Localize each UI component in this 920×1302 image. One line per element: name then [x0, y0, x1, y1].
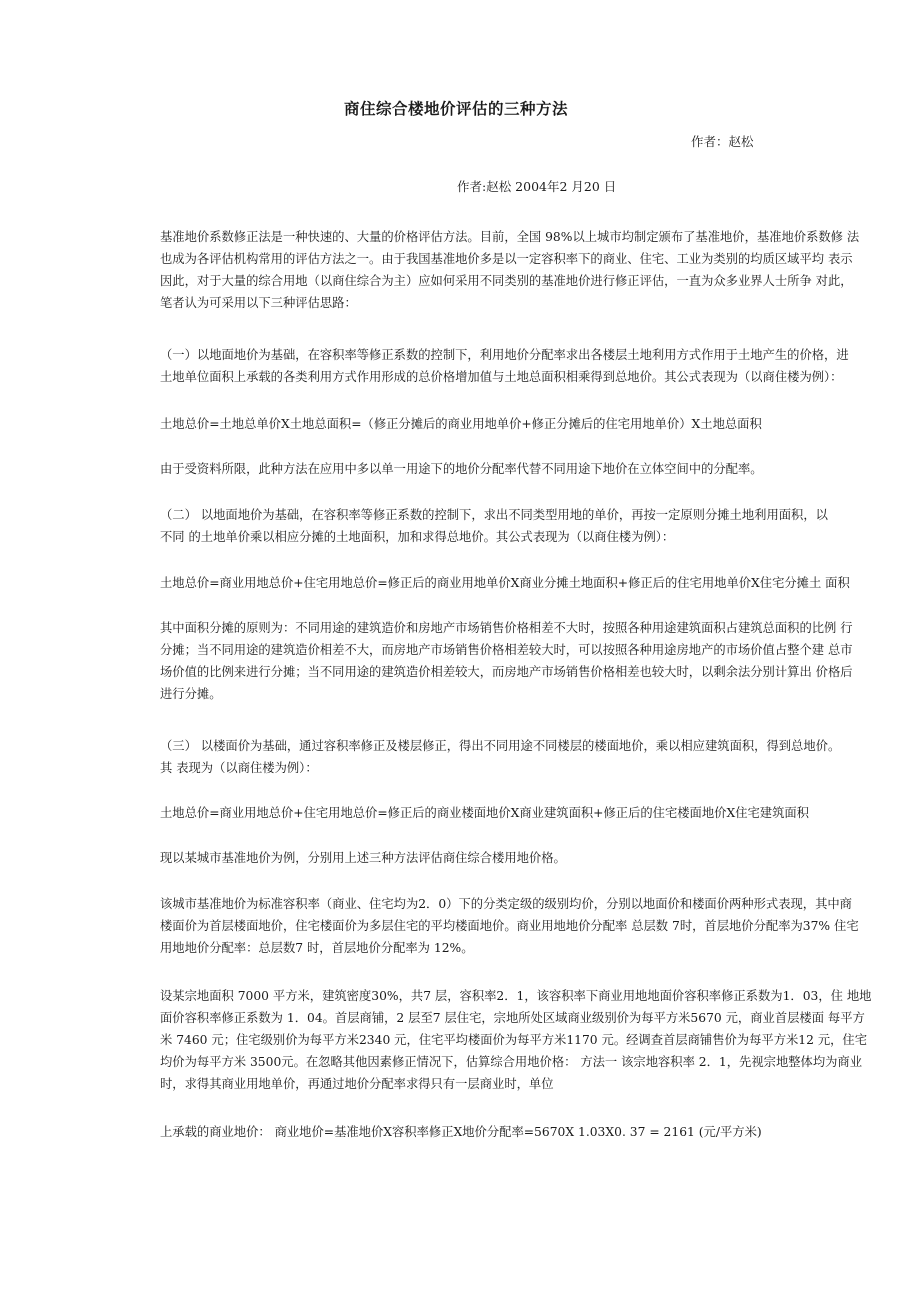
paragraph-method-2: [160, 504, 920, 548]
text-line: 笔者认为可采用以下三种评估思路：: [160, 296, 357, 310]
text-line: 土地总价=土地总单价X土地总面积=（修正分摊后的商业用地单价+修正分摊后的住宅用地单价）X土地总面积: [160, 417, 762, 431]
text-line: 场价值的比例来进行分摊；当不同用途的建筑造价相差较大，而房地产市场销售价格相差也较大时，以剩余法分别计算出 价格后: [160, 665, 853, 679]
paragraph-calculation: [160, 1121, 920, 1143]
formula-1: [160, 413, 920, 435]
author-date-line: 作者:赵松 2004年2 月20 日: [457, 179, 617, 194]
paragraph-note-1: [160, 458, 920, 480]
paragraph-city-base-price: [160, 893, 920, 959]
text-line: 其 表现为（以商住楼为例）：: [160, 761, 318, 775]
text-line: （二） 以地面地价为基础，在容积率等修正系数的控制下，求出不同类型用地的单价，再按一定原则分摊土地利用面积，以: [160, 508, 828, 522]
paragraph-method-3: [160, 735, 920, 779]
text-line: 时，求得其商业用地单价，再通过地价分配率求得只有一层商业时，单位: [160, 1077, 554, 1091]
text-line: 也成为各评估机构常用的评估方法之一。由于我国基准地价多是以一定容积率下的商业、住宅、工业为类别的均质区域平均 表示: [160, 252, 853, 266]
text-line: 进行分摊。: [160, 687, 222, 701]
paragraph-parcel-example: [160, 985, 920, 1095]
text-line: 设某宗地面积 7000 平方米，建筑密度30%，共7 层，容积率2．1，该容积率下商业用地地面价容积率修正系数为1．03，住 地地: [160, 989, 872, 1003]
paragraph-example-intro: [160, 847, 920, 869]
document-title: 商住综合楼地价评估的三种方法: [343, 99, 568, 118]
text-line: 由于受资料所限，此种方法在应用中多以单一用途下的地价分配率代替不同用途下地价在立体空间中的分配率。: [160, 462, 763, 476]
text-line: 基准地价系数修正法是一种快速的、大量的价格评估方法。目前，全国 98%以上城市均制定颁布了基准地价，基准地价系数修 法: [160, 230, 860, 244]
text-line: 米 7460 元；住宅级别价为每平方米2340 元，住宅平均楼面价为每平方米1170 元。经调查首层商铺售价为每平方米12 元，住宅: [160, 1033, 868, 1047]
text-line: （三） 以楼面价为基础，通过容积率修正及楼层修正，得出不同用途不同楼层的楼面地价，乘以相应建筑面积，得到总地价。: [160, 739, 841, 753]
text-line: 土地总价=商业用地总价+住宅用地总价=修正后的商业楼面地价X商业建筑面积+修正后的住宅楼面地价X住宅建筑面积: [160, 806, 809, 820]
text-line: 均价为每平方米 3500元。在忽略其他因素修正情况下，估算综合用地价格： 方法一 该宗地容积率 2．1，先视宗地整体均为商业: [160, 1055, 863, 1069]
paragraph-allocation-rules: [160, 617, 920, 705]
paragraph-intro: [160, 226, 920, 314]
text-line: 楼面价为首层楼面地价，住宅楼面价为多层住宅的平均楼面地价。商业用地地价分配率 总层数 7时，首层地价分配率为37% 住宅: [160, 919, 859, 933]
formula-3: [160, 802, 920, 824]
text-line: 面价容积率修正系数为 1．04。首层商铺，2 层至7 层住宅，宗地所处区域商业级别价为每平方米5670 元，商业首层楼面 每平方: [160, 1011, 865, 1025]
text-line: 该城市基准地价为标准容积率（商业、住宅均为2．0）下的分类定级的级别均价，分别以地面价和楼面价两种形式表现，其中商: [160, 897, 852, 911]
text-line: （一）以地面地价为基础，在容积率等修正系数的控制下，利用地价分配率求出各楼层土地利用方式作用于土地产生的价格，进: [160, 348, 849, 362]
text-line: 分摊；当不同用途的建筑造价相差不大，而房地产市场销售价格相差较大时，可以按照各种用途房地产的市场价值占整个建 总市: [160, 643, 853, 657]
text-line: 用地地价分配率：总层数7 时，首层地价分配率为 12%。: [160, 941, 474, 955]
paragraph-method-1: [160, 344, 920, 388]
formula-2: [160, 572, 920, 594]
text-line: 现以某城市基准地价为例，分别用上述三种方法评估商住综合楼用地价格。: [160, 851, 566, 865]
text-line: 上承载的商业地价： 商业地价=基准地价X容积率修正X地价分配率=5670X 1.03X0. 37 = 2161 (元/平方米): [160, 1125, 762, 1139]
text-line: 因此，对于大量的综合用地（以商住综合为主）应如何采用不同类别的基准地价进行修正评估，一直为众多业界人士所争 对此，: [160, 274, 853, 288]
text-line: 其中面积分摊的原则为：不同用途的建筑造价和房地产市场销售价格相差不大时，按照各种用途建筑面积占建筑总面积的比例 行: [160, 621, 853, 635]
text-line: 不同 的土地单价乘以相应分摊的土地面积，加和求得总地价。其公式表现为（以商住楼为例）：: [160, 530, 675, 544]
text-line: 土地总价=商业用地总价+住宅用地总价=修正后的商业用地单价X商业分摊土地面积+修正后的住宅用地单价X住宅分摊土 面积: [160, 576, 850, 590]
author-line: 作者：赵松: [691, 134, 754, 149]
text-line: 土地单位面积上承载的各类利用方式作用形成的总价格增加值与土地总面积相乘得到总地价。其公式表现为（以商住楼为例）：: [160, 370, 843, 384]
